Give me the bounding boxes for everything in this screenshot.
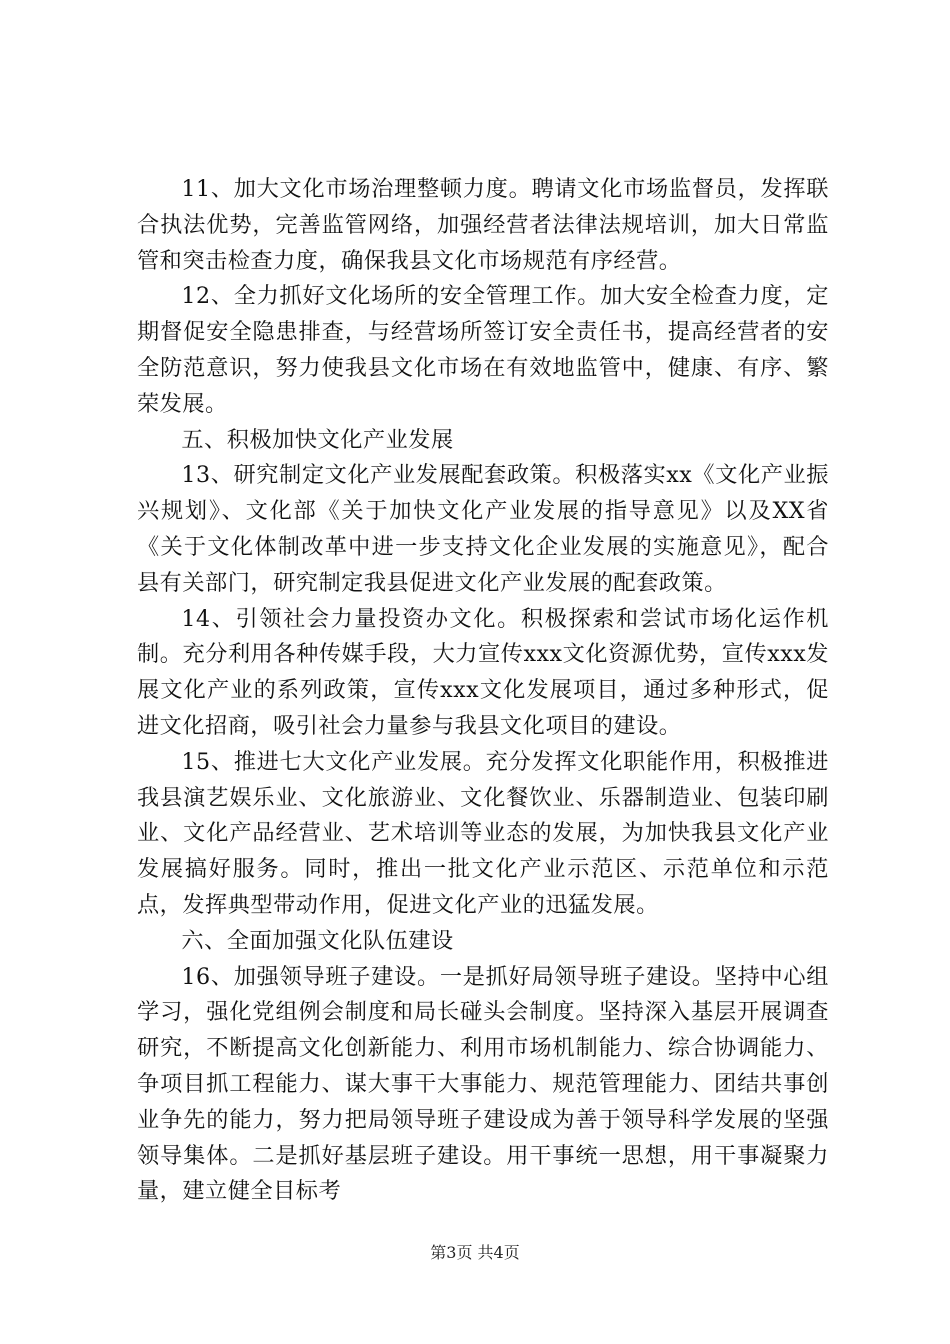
section-heading-5: 五、积极加快文化产业发展 (181, 426, 454, 453)
paragraph-16: 16、加强领导班子建设。一是抓好局领导班子建设。坚持中心组学习，强化党组例会制度和局长碰头会制度。坚持深入基层开展调查研究，不断提高文化创新能力、利用市场机制能力、综合协调能力、争项目抓工程能力、谋大事干大事能力、规范管理能力、团结共事创业争先的能力，努力把局领导班子建设成为善于领导科学发展的坚强领导集体。二是抓好基层班子建设。用干事统一思想，用干事凝聚力量，建立健全目标考 (137, 963, 829, 1205)
paragraph-15: 15、推进七大文化产业发展。充分发挥文化职能作用，积极推进我县演艺娱乐业、文化旅游业、文化餐饮业、乐器制造业、包装印刷业、文化产品经营业、艺术培训等业态的发展，为加快我县文化产业发展搞好服务。同时，推出一批文化产业示范区、示范单位和示范点，发挥典型带动作用，促进文化产业的迅猛发展。 (137, 748, 829, 918)
paragraph-12: 12、全力抓好文化场所的安全管理工作。加大安全检查力度，定期督促安全隐患排查，与经营场所签订安全责任书，提高经营者的安全防范意识，努力使我县文化市场在有效地监管中，健康、有序、繁荣发展。 (137, 283, 829, 417)
section-heading-6: 六、全面加强文化队伍建设 (181, 927, 454, 954)
document-body (137, 172, 829, 1210)
paragraph-14: 14、引领社会力量投资办文化。积极探索和尝试市场化运作机制。充分利用各种传媒手段，大力宣传xxx文化资源优势，宣传xxx发展文化产业的系列政策，宣传xxx文化发展项目，通过多种形式，促进文化招商，吸引社会力量参与我县文化项目的建设。 (137, 605, 829, 739)
paragraph-11: 11、加大文化市场治理整顿力度。聘请文化市场监督员，发挥联合执法优势，完善监管网络，加强经营者法律法规培训，加大日常监管和突击检查力度，确保我县文化市场规范有序经营。 (137, 176, 829, 274)
page-number-footer: 第3页 共4页 (430, 1243, 520, 1262)
paragraph-13: 13、研究制定文化产业发展配套政策。积极落实xx《文化产业振兴规划》、文化部《关于加快文化产业发展的指导意见》以及XX省《关于文化体制改革中进一步支持文化企业发展的实施意见》，配合县有关部门，研究制定我县促进文化产业发展的配套政策。 (137, 462, 829, 596)
